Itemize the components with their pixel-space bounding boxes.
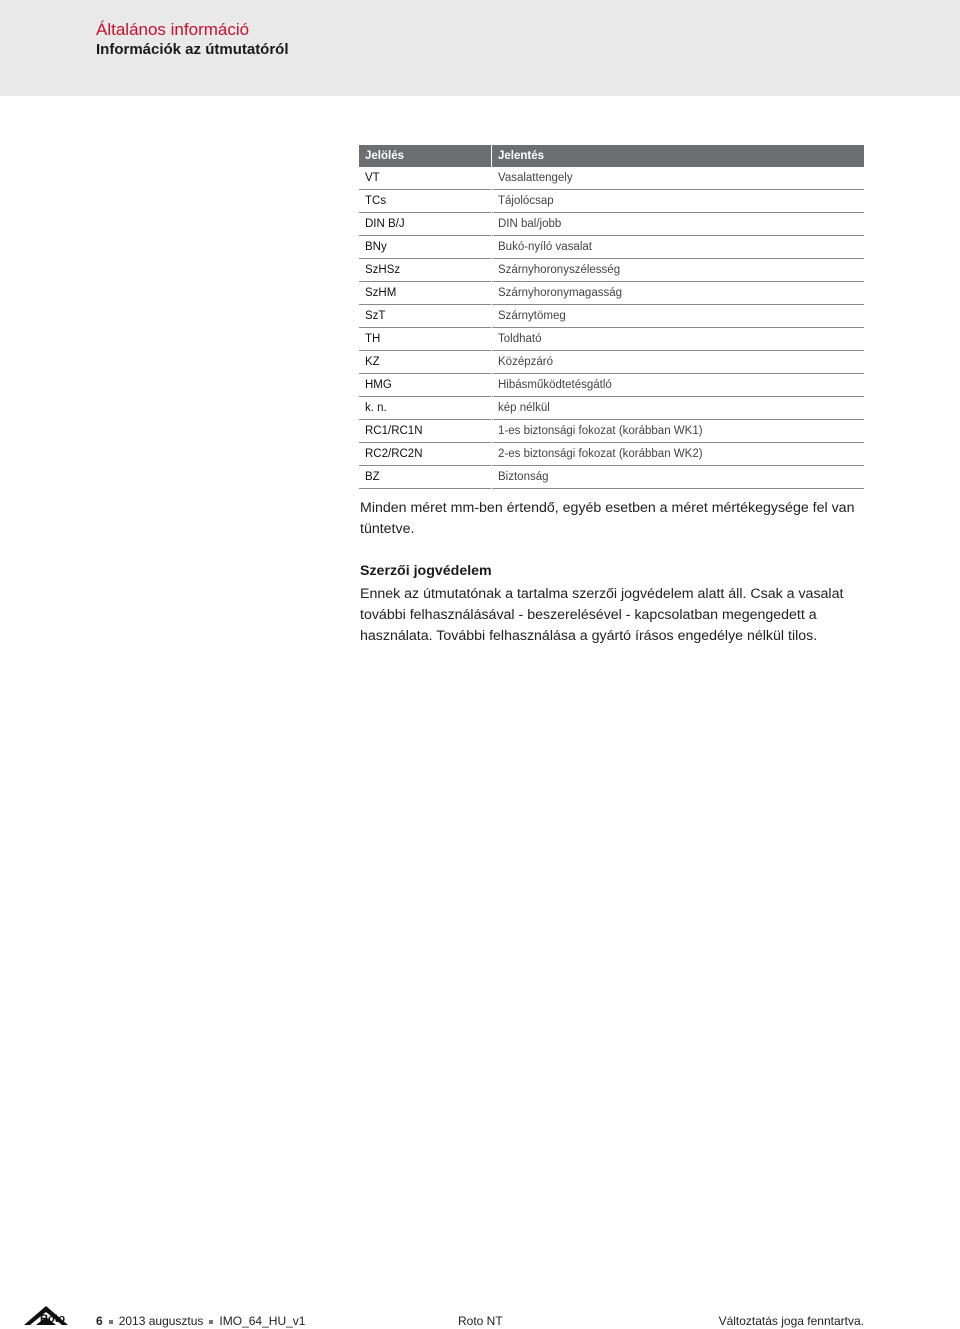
footer-doc-info [96, 1314, 305, 1328]
abbreviation-cell: BZ [359, 466, 491, 489]
table-row [359, 443, 864, 466]
units-note: Minden méret mm-ben értendő, egyéb esetben a méret mértékegysége fel van tüntetve. [360, 500, 855, 537]
abbreviation-cell: RC1/RC1N [359, 420, 491, 443]
meaning-cell: Szárnyhoronyszélesség [492, 259, 864, 282]
meaning-cell: kép nélkül [492, 397, 864, 420]
abbreviation-table [359, 145, 864, 489]
table-row [359, 466, 864, 489]
table-row [359, 213, 864, 236]
table-row [359, 282, 864, 305]
meaning-cell: DIN bal/jobb [492, 213, 864, 236]
header-band [0, 0, 960, 96]
table-row [359, 167, 864, 190]
footer-disclaimer: Változtatás joga fenntartva. [718, 1314, 864, 1328]
abbreviation-cell: RC2/RC2N [359, 443, 491, 466]
copyright-body: Ennek az útmutatónak a tartalma szerzői jogvédelem alatt áll. Csak a vasalat további felhasználásával - beszerelésével - kapcsolatban megengedett a használata. További felhasználása a gyártó írásos engedélye nélkül tilos. [360, 586, 844, 644]
column-header-meaning: Jelentés [492, 145, 864, 167]
copyright-title: Szerzői jogvédelem [360, 563, 492, 579]
abbreviation-cell: SzHSz [359, 259, 491, 282]
abbreviation-cell: DIN B/J [359, 213, 491, 236]
table-row [359, 351, 864, 374]
abbreviation-cell: BNy [359, 236, 491, 259]
footer-doc-id: IMO_64_HU_v1 [219, 1314, 306, 1328]
footer [0, 1300, 960, 1329]
meaning-cell: Biztonság [492, 466, 864, 489]
column-header-code: Jelölés [359, 145, 491, 167]
meaning-cell: Vasalattengely [492, 167, 864, 190]
meaning-cell: Tájolócsap [492, 190, 864, 213]
abbreviation-cell: VT [359, 167, 491, 190]
table-row [359, 397, 864, 420]
abbreviation-cell: TH [359, 328, 491, 351]
table-row [359, 420, 864, 443]
meaning-cell: 2-es biztonsági fokozat (korábban WK2) [492, 443, 864, 466]
page-number: 6 [96, 1314, 103, 1328]
footer-product: Roto NT [458, 1314, 503, 1328]
abbreviation-cell: SzT [359, 305, 491, 328]
abbreviation-cell: TCs [359, 190, 491, 213]
meaning-cell: 1-es biztonsági fokozat (korábban WK1) [492, 420, 864, 443]
table-row [359, 328, 864, 351]
table-header-row [359, 145, 864, 167]
meaning-cell: Hibásműködtetésgátló [492, 374, 864, 397]
meaning-cell: Szárnyhoronymagasság [492, 282, 864, 305]
table-row [359, 236, 864, 259]
meaning-cell: Szárnytömeg [492, 305, 864, 328]
meaning-cell: Bukó-nyíló vasalat [492, 236, 864, 259]
table-row [359, 259, 864, 282]
table-row [359, 374, 864, 397]
logo-text: Roto [40, 1313, 66, 1325]
separator-icon [209, 1320, 213, 1324]
footer-date: 2013 augusztus [118, 1314, 204, 1328]
table-row [359, 190, 864, 213]
meaning-cell: Középzáró [492, 351, 864, 374]
abbreviation-cell: SzHM [359, 282, 491, 305]
separator-icon [109, 1320, 113, 1324]
abbreviation-cell: k. n. [359, 397, 491, 420]
page-title: Információk az útmutatóról [96, 41, 289, 58]
abbreviation-cell: HMG [359, 374, 491, 397]
meaning-cell: Toldható [492, 328, 864, 351]
table-row [359, 305, 864, 328]
section-title: Általános információ [96, 20, 250, 39]
abbreviation-cell: KZ [359, 351, 491, 374]
